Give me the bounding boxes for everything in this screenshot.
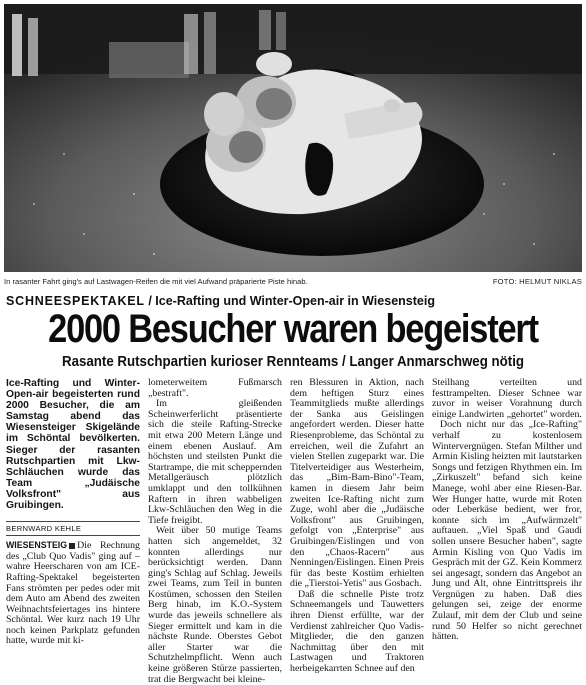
paragraph-text: Die Rechnung des „Club Quo Vadis" ging auf – wahre Heerscharen von am ICE-Rafting-Spektakel begeisterten Fans strömten per pedes oder mit dem Auto am Abend des zweiten Weihnachtsfeiertages ins hintere Schöntal. Wer kurz nach 19 Uhr noch keinen Parkplatz gefunden hatte, wurde mit ki-	[6, 540, 140, 647]
article-paragraph: ren Blessuren in Aktion, nach dem heftigen Sturz eines Teammitglieds mußte allerdings der Sanka aus Geislingen angefordert werden. Dieser hatte Riesenprobleme, das Schöntal zu erreichen, weil die Zufahrt an vielen Stellen zugeparkt war. Die Titelverteidiger aus Westerheim, das „Bim-Bam-Bino"-Team, kamen in diesem Jahr beim zweiten Ice-Rafting nicht zum Zuge, wohl aber die „Judäische Volksfront" aus Gruibingen, gefolgt von „Enterprise" aus Gruibingen/Eislingen und von den „Chaos-Racern" aus Nenningen/Eislingen. Einen Preis für das beste Kostüm erhielten die „Tierstoi-Yetis" aus Gosbach.	[290, 377, 424, 590]
photo-illustration	[4, 4, 582, 272]
headline: 2000 Besucher waren begeistert	[48, 307, 538, 351]
photo-credit: FOTO: HELMUT NIKLAS	[492, 277, 582, 286]
article-paragraph: lometerweitem Fußmarsch „bestraft".	[148, 377, 282, 399]
news-photo	[4, 4, 582, 272]
article-paragraph	[6, 540, 140, 647]
article-column-2	[148, 378, 282, 685]
article-column-1	[6, 378, 140, 647]
subheadline: Rasante Rutschpartien kurioser Rennteams / Langer Anmarschweg nötig	[61, 354, 525, 370]
article-lead: Ice-Rafting und Winter-Open-air begeisterten rund 2000 Besucher, die am Samstag abend das Wiesensteiger Skigelände im Schöntal bevölkerten. Sieger der rasanten Rutschpartien mit Lkw-Schläuchen wurde das Team „Judäische Volksfront" aus Gruibingen.	[6, 378, 140, 512]
author-rule-top	[6, 521, 140, 522]
kicker-topic: SCHNEESPEKTAKEL	[6, 294, 145, 308]
caption-text: In rasanter Fahrt ging's auf Lastwagen-Reifen die mit viel Aufwand präparierte Piste hinab.	[4, 277, 308, 286]
article-paragraph: Im gleißenden Scheinwerferlicht präsentierte sich die steile Rafting-Strecke mit etwa 200 Metern Länge und einem ebenen Auslauf. Am höchsten und steilsten Punkt die Startrampe, die mit scheppernden Metallgeräusch plötzlich umklappt und den tollkühnen Raftern in ihren wabbeligen Lkw-Schläuchen den Weg in die Tiefe freigibt.	[148, 398, 282, 526]
author-rule-bottom	[6, 535, 140, 536]
photo-caption	[4, 276, 582, 288]
article-paragraph: Steilhang verteilten und festtrampelten. Dieser Schnee war zuvor in weiser Vorahnung durch einige Landwirten „gehortet" worden.	[432, 377, 582, 420]
dateline-square-icon	[69, 543, 75, 549]
article-column-3	[290, 378, 424, 675]
article-paragraph: Daß die schnelle Piste trotz Schneemangels und Tauwetters ihren Dienst erfüllte, war der Verdienst zahlreicher Quo Vadis-Mitglieder, die den ganzen Nachmittag über den mit Lastwagen und Traktoren herbeigekarrten Schnee auf den	[290, 588, 424, 675]
dateline-place: WIESENSTEIG	[6, 540, 68, 551]
author-byline: BERNWARD KEHLE	[6, 524, 82, 534]
article-paragraph: Doch nicht nur das „Ice-Rafting" verhalf zu kostenlosem Wintervergnügen. Stefan Milther und Armin Kisling heizten mit lautstarken Songs und fetzigen Rhythmen ein. Im „Zirkuszelt" befand sich keine Manege, wohl aber eine Riesen-Bar. Wer Hunger hatte, wurde mit Roten oder Leberkäse bedient, wer fror, konnte sich im „Aufwärmzelt" auftauen. „Viel Spaß und Gaudi sollen unsere Besucher haben", sagte Armin Kisling von Quo Vadis im Gespräch mit der GZ. Kein Kommerz sei angesagt, sondern das Angebot an Jung und Alt, ohne Eintrittspreis ihr Vergnügen zu haben. Daß dies gelungen sei, zeige der enorme Zulauf, mit dem der Club und seine rund 50 Helfer so nicht gerechnet hätten.	[432, 419, 582, 643]
article-column-4	[432, 378, 582, 643]
kicker-text: / Ice-Rafting und Winter-Open-air in Wiesensteig	[144, 294, 435, 308]
article-paragraph: Weit über 50 mutige Teams hatten sich angemeldet, 32 konnten allerdings nur berücksichtigt werden. Dann ging's Schlag auf Schlag. Jeweils zwei Teams, zum Teil in bunten Kostümen, schossen den Steilen Berg hinab, im K.O.-System wurde das jeweils schnellere als Sieger ermittelt und kam in die nächste Runde. Oberstes Gebot aller Starter war die Schutzhelmpflicht. Wenn auch keine größeren Stürze passierten, trat die Bergwacht bei kleine-	[148, 525, 282, 685]
